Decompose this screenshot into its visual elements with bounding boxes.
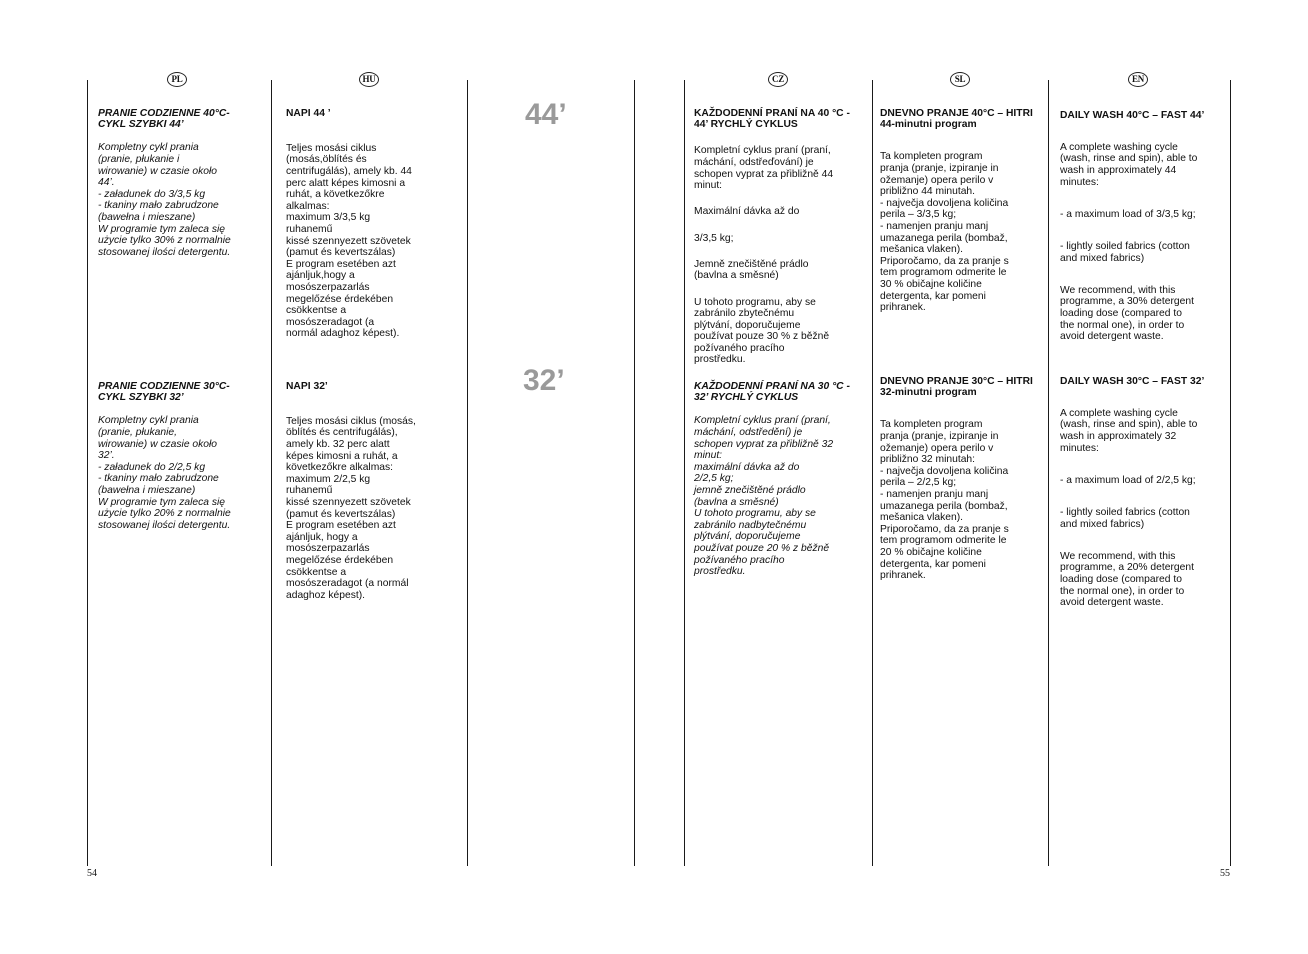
section-paragraph: Maximální dávka až do <box>694 206 800 218</box>
section-title: DNEVNO PRANJE 40°C – HITRI 44-minutni program <box>880 107 1033 131</box>
section-paragraph: We recommend, with this programme, a 20% detergent loading dose (compared to the normal one), in order to avoid detergent waste. <box>1060 550 1194 609</box>
sl-section-44 <box>880 96 1045 325</box>
section-title: KAŽDODENNÍ PRANÍ NA 30 °C - 32’ RYCHLÝ CYKLUS <box>694 380 850 404</box>
section-title: DAILY WASH 40°C – FAST 44’ <box>1060 109 1205 121</box>
column-divider <box>1048 80 1049 866</box>
section-paragraph: - lightly soiled fabrics (cotton and mixed fabrics) <box>1060 240 1190 264</box>
language-badge-en: EN <box>1128 72 1148 87</box>
cz-section-44 <box>694 96 868 378</box>
en-section-32 <box>1060 364 1226 620</box>
program-duration-32: 32’ <box>523 364 565 397</box>
section-paragraph: We recommend, with this programme, a 30% detergent loading dose (compared to the normal one), in order to avoid detergent waste. <box>1060 284 1194 343</box>
section-paragraph: Jemně znečištěné prádlo (bavlna a směsné) <box>694 258 809 282</box>
pl-section-44 <box>98 96 266 270</box>
section-paragraph: U tohoto programu, aby se zabránilo zbytečnému plýtvání, doporučujeme používat pouze 30 % z běžně požívaného pracího prostředku. <box>694 296 830 366</box>
section-paragraph: A complete washing cycle (wash, rinse and spin), able to wash in approximately 44 minutes: <box>1060 141 1198 188</box>
column-divider <box>271 80 272 866</box>
section-title: PRANIE CODZIENNE 40°C- CYKL SZYBKI 44’ <box>98 107 230 131</box>
section-title: NAPI 32’ <box>286 380 328 392</box>
language-badge-hu: HU <box>359 72 379 87</box>
column-divider <box>1230 80 1231 866</box>
section-paragraph: - a maximum load of 2/2,5 kg; <box>1060 474 1196 486</box>
cz-section-32 <box>694 369 868 589</box>
section-title: NAPI 44 ’ <box>286 107 331 119</box>
section-body: Kompletní cyklus praní (praní, máchání, odstředění) je schopen vyprat za přibližně 32 minut: maximální dávka až do 2/2,5 kg; jemně znečištěné prádlo (bavlna a směsné) U tohoto programu, aby se zabránilo nadbytečnému plýtvání, doporučujeme používat pouze 20 % z běžně požívaného pracího prostředku. <box>694 415 834 578</box>
language-badge-pl: PL <box>167 72 187 87</box>
section-title: DNEVNO PRANJE 30°C – HITRI 32-minutni program <box>880 375 1033 399</box>
column-divider <box>684 80 685 866</box>
column-divider <box>87 80 88 866</box>
column-divider <box>634 80 635 866</box>
column-divider <box>872 80 873 866</box>
section-body: Kompletny cykl prania (pranie, płukanie, wirowanie) w czasie około 32’. - załadunek do 2/2,5 kg - tkaniny mało zabrudzone (bawełna i mieszane) W programie tym zaleca się użycie tylko 20% z normalnie stosowanej ilości detergentu. <box>98 415 231 531</box>
section-paragraph: 3/3,5 kg; <box>694 232 734 244</box>
section-paragraph: - lightly soiled fabrics (cotton and mixed fabrics) <box>1060 506 1190 530</box>
pl-section-32 <box>98 369 266 543</box>
en-section-44 <box>1060 98 1226 354</box>
section-body: Kompletny cykl prania (pranie, płukanie i wirowanie) w czasie około 44’. - załadunek do 3/3,5 kg - tkaniny mało zabrudzone (bawełna i mieszane) W programie tym zaleca się użycie tylko 30% z normalnie stosowanej ilości detergentu. <box>98 142 231 258</box>
language-badge-cz: CZ <box>768 72 788 87</box>
column-divider <box>467 80 468 866</box>
language-badge-sl: SL <box>950 72 970 87</box>
sl-section-32 <box>880 364 1045 593</box>
section-body: Teljes mosási ciklus (mosás, öblítés és centrifugálás), amely kb. 32 perc alatt képes kimosni a ruhát, a következőkre alkalmas: maximum 2/2,5 kg ruhanemű kissé szennyezett szövetek (pamut és kevertszálas) E program esetében azt ajánljuk, hogy a mosószerpazarlás megelőzése érdekében csökkentse a mosószeradagot (a normál adaghoz képest). <box>286 415 416 601</box>
section-paragraph: A complete washing cycle (wash, rinse and spin), able to wash in approximately 32 minutes: <box>1060 407 1198 454</box>
section-body: Ta kompleten program pranja (pranje, izpiranje in ožemanje) opera perilo v približno 44 minutah. - največja dovoljena količina perila – 3/3,5 kg; - namenjen pranju manj umazanega perila (bombaž, mešanica vlaken). Priporočamo, da za pranje s tem programom odmerite le 30 % običajne količine detergenta, kar pomeni prihranek. <box>880 151 1009 314</box>
section-paragraph: - a maximum load of 3/3,5 kg; <box>1060 208 1196 220</box>
section-paragraph: Kompletní cyklus praní (praní, máchání, odstřeďování) je schopen vyprat za přibližně 44 minut: <box>694 145 834 192</box>
hu-section-32 <box>286 369 462 613</box>
hu-section-44 <box>286 96 462 351</box>
section-title: PRANIE CODZIENNE 30°C- CYKL SZYBKI 32’ <box>98 380 230 404</box>
section-body: Teljes mosási ciklus (mosás,öblítés és centrifugálás), amely kb. 44 perc alatt képes kimosni a ruhát, a következőkre alkalmas: maximum 3/3,5 kg ruhanemű kissé szennyezett szövetek (pamut és kevertszálas) E program esetében azt ajánljuk,hogy a mosószerpazarlás megelőzése érdekében csökkentse a mosószeradagot (a normál adaghoz képest). <box>286 142 412 340</box>
section-title: DAILY WASH 30°C – FAST 32’ <box>1060 375 1205 387</box>
section-body: Ta kompleten program pranja (pranje, izpiranje in ožemanje) opera perilo v približno 32 minutah: - največja dovoljena količina perila – 2/2,5 kg; - namenjen pranju manj umazanega perila (bombaž, mešanica vlaken). Priporočamo, da za pranje s tem programom odmerite le 20 % običajne količine detergenta, kar pomeni prihranek. <box>880 419 1009 582</box>
program-duration-44: 44’ <box>525 98 567 131</box>
page-number-left: 54 <box>87 868 97 879</box>
page-number-right: 55 <box>1220 868 1230 879</box>
section-title: KAŽDODENNÍ PRANÍ NA 40 °C - 44’ RYCHLÝ CYKLUS <box>694 107 850 131</box>
